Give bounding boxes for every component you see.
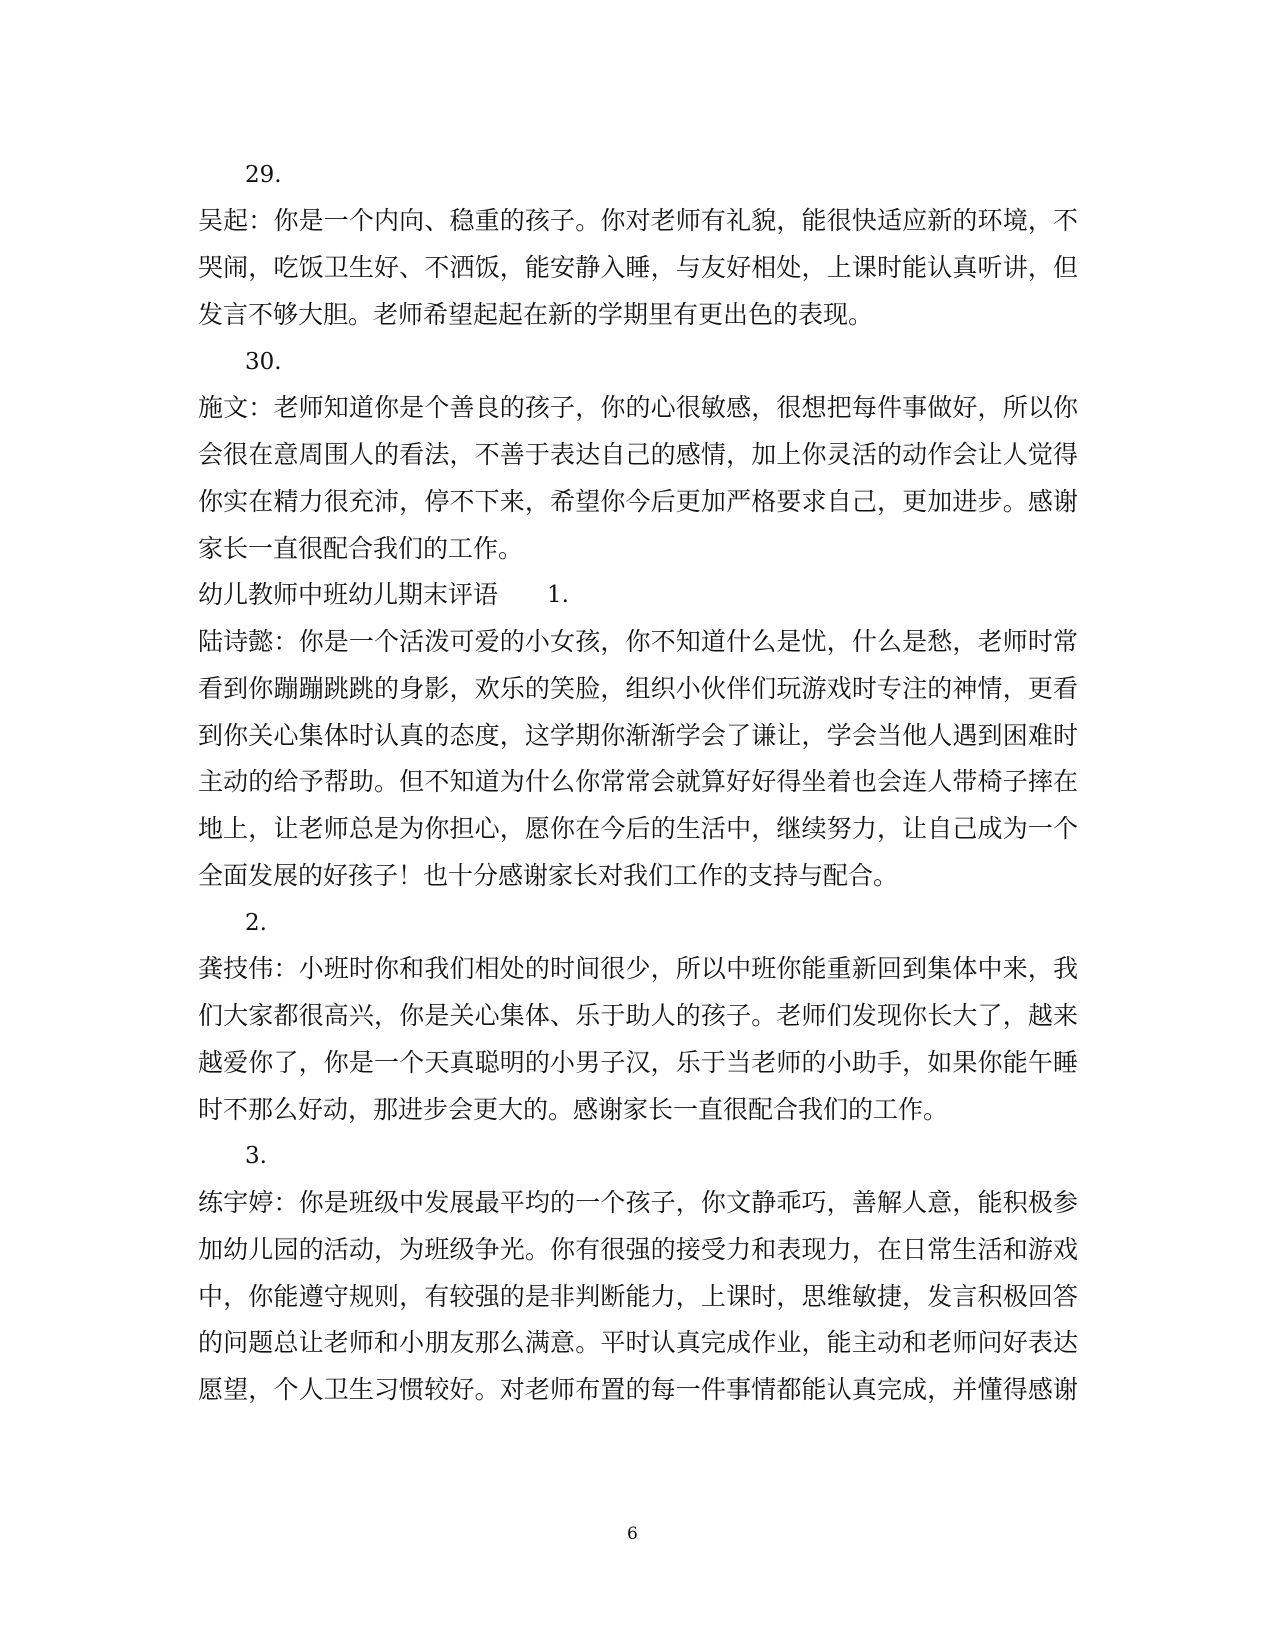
paragraph-line: 地上，让老师总是为你担心，愿你在今后的生活中，继续努力，让自己成为一个 xyxy=(198,814,1078,843)
paragraph-line: 发言不够大胆。老师希望起起在新的学期里有更出色的表现。 xyxy=(198,300,874,329)
entry-number: 3. xyxy=(245,1143,267,1169)
paragraph-line: 陆诗懿：你是一个活泼可爱的小女孩，你不知道什么是忧，什么是愁，老师时常 xyxy=(198,627,1078,656)
entry-number: 30. xyxy=(245,349,282,375)
entry-number: 2. xyxy=(245,910,267,936)
paragraph-line: 时不那么好动，那进步会更大的。感谢家长一直很配合我们的工作。 xyxy=(198,1095,949,1124)
paragraph-line: 哭闹，吃饭卫生好、不洒饭，能安静入睡，与友好相处，上课时能认真听讲，但 xyxy=(198,253,1078,282)
paragraph-line: 练宇婷：你是班级中发展最平均的一个孩子，你文静乖巧，善解人意，能积极参 xyxy=(198,1188,1078,1217)
section-heading: 幼儿教师中班幼儿期末评语 xyxy=(198,580,499,609)
paragraph-line: 你实在精力很充沛，停不下来，希望你今后更加严格要求自己，更加进步。感谢 xyxy=(198,487,1078,516)
paragraph-line: 会很在意周围人的看法，不善于表达自己的感情，加上你灵活的动作会让人觉得 xyxy=(198,440,1078,469)
page-number: 6 xyxy=(627,1524,638,1544)
paragraph-line: 家长一直很配合我们的工作。 xyxy=(198,534,524,563)
entry-number: 29. xyxy=(245,162,282,188)
paragraph-line: 施文：老师知道你是个善良的孩子，你的心很敏感，很想把每件事做好，所以你 xyxy=(198,393,1078,422)
paragraph-line: 们大家都很高兴，你是关心集体、乐于助人的孩子。老师们发现你长大了，越来 xyxy=(198,1001,1078,1030)
paragraph-line: 到你关心集体时认真的态度，这学期你渐渐学会了谦让，学会当他人遇到困难时 xyxy=(198,721,1078,750)
paragraph-line: 加幼儿园的活动，为班级争光。你有很强的接受力和表现力，在日常生活和游戏 xyxy=(198,1235,1078,1264)
paragraph-line: 全面发展的好孩子！也十分感谢家长对我们工作的支持与配合。 xyxy=(198,861,899,890)
paragraph-line: 中，你能遵守规则，有较强的是非判断能力，上课时，思维敏捷，发言积极回答 xyxy=(198,1282,1078,1311)
paragraph-line: 愿望，个人卫生习惯较好。对老师布置的每一件事情都能认真完成，并懂得感谢 xyxy=(198,1375,1078,1404)
paragraph-line: 看到你蹦蹦跳跳的身影，欢乐的笑脸，组织小伙伴们玩游戏时专注的神情，更看 xyxy=(198,674,1078,703)
paragraph-line: 吴起：你是一个内向、稳重的孩子。你对老师有礼貌，能很快适应新的环境，不 xyxy=(198,206,1078,235)
paragraph-line: 的问题总让老师和小朋友那么满意。平时认真完成作业，能主动和老师问好表达 xyxy=(198,1328,1078,1357)
paragraph-line: 主动的给予帮助。但不知道为什么你常常会就算好好得坐着也会连人带椅子摔在 xyxy=(198,767,1078,796)
paragraph-line: 越爱你了，你是一个天真聪明的小男子汉，乐于当老师的小助手，如果你能午睡 xyxy=(198,1048,1078,1077)
entry-number: 1. xyxy=(547,582,569,608)
paragraph-line: 龚技伟：小班时你和我们相处的时间很少，所以中班你能重新回到集体中来，我 xyxy=(198,954,1078,983)
